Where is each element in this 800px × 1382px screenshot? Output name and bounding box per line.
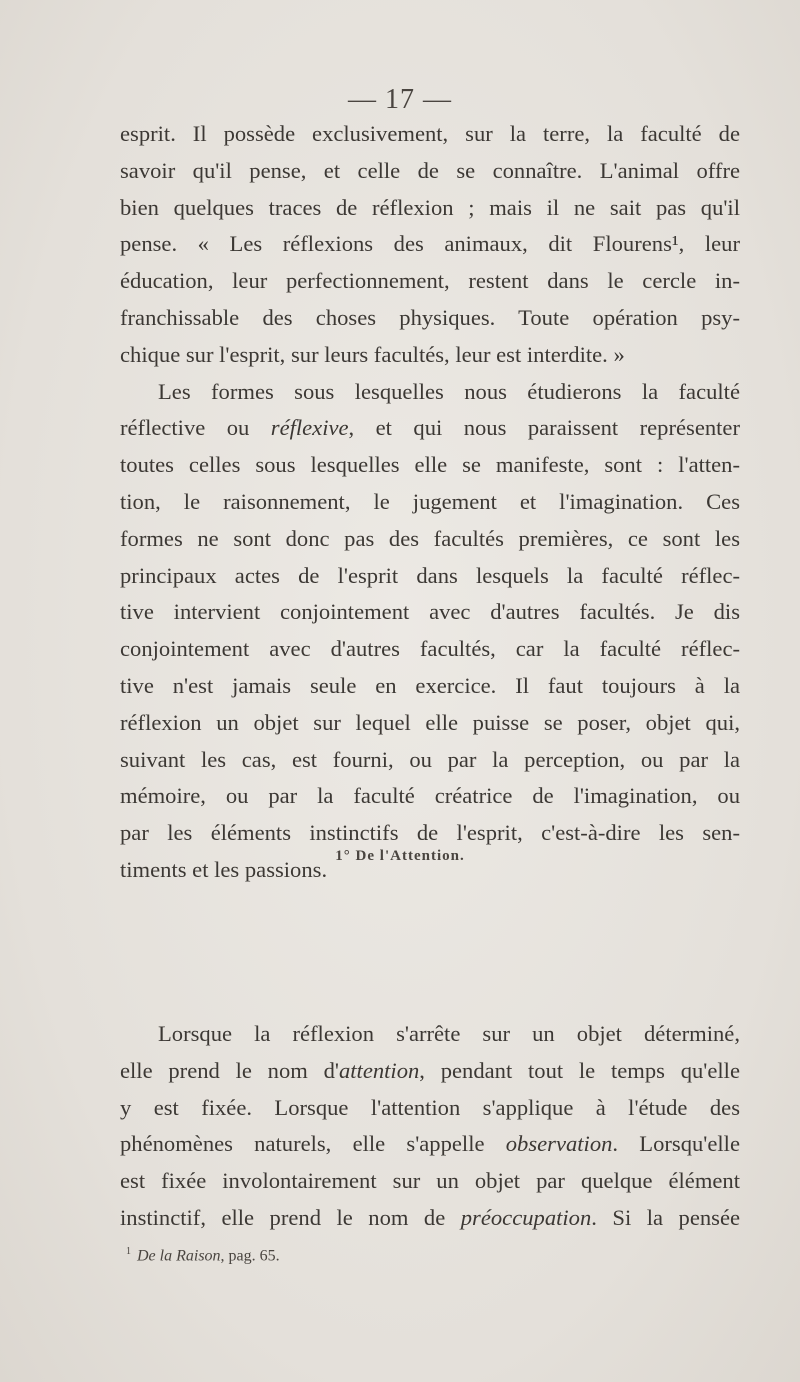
text-line: chique sur l'esprit, sur leurs facultés, leur est interdite. »	[120, 341, 625, 367]
text-line: tive n'est jamais seule en exercice. Il faut toujours à la	[120, 672, 740, 698]
text-span: . Lorsqu'elle	[612, 1131, 740, 1157]
text-line: formes ne sont donc pas des facultés premières, ce sont les	[120, 525, 740, 551]
text-line: bien quelques traces de réflexion ; mais il ne sait pas qu'il	[120, 194, 740, 220]
text-span: elle prend le nom d'	[120, 1057, 339, 1083]
text-line: principaux actes de l'esprit dans lesquels la faculté réflec-	[120, 562, 740, 588]
page-number: — 17 —	[348, 84, 452, 115]
footnote-title: De la Raison	[137, 1247, 221, 1265]
footnote-ref: , pag. 65.	[220, 1247, 280, 1265]
text-line: franchissable des choses physiques. Toute opération psy-	[120, 304, 740, 330]
text-line: suivant les cas, est fourni, ou par la perception, ou par la	[120, 746, 740, 772]
text-line	[120, 1200, 740, 1237]
text-span: instinctif, elle prend le nom de	[120, 1204, 461, 1230]
text-line: par les éléments instinctifs de l'esprit, c'est-à-dire les sen-	[120, 820, 740, 846]
text-line	[120, 1126, 740, 1163]
text-line: tion, le raisonnement, le jugement et l'imagination. Ces	[120, 488, 740, 514]
italic-term: attention	[338, 1057, 420, 1083]
text-line: mémoire, ou par la faculté créatrice de l'imagination, ou	[120, 783, 740, 809]
text-line: éducation, leur perfectionnement, restent dans le cercle in-	[120, 268, 740, 294]
footnote	[126, 1246, 280, 1265]
paragraph-3	[120, 1016, 740, 1237]
text-line: timents et les passions.	[120, 856, 328, 882]
footnote-mark: 1	[126, 1246, 131, 1257]
text-line: est fixée involontairement sur un objet par quelque élément	[120, 1168, 740, 1194]
text-span: , pendant tout le temps qu'elle	[419, 1057, 740, 1083]
section-heading: 1° De l'Attention.	[335, 848, 465, 864]
text-line	[120, 410, 740, 447]
text-line: conjointement avec d'autres facultés, car la faculté réflec-	[120, 636, 740, 662]
text-line: Lorsque la réflexion s'arrête sur un objet déterminé,	[158, 1021, 740, 1046]
paragraph-1	[120, 116, 740, 374]
text-line: pense. « Les réflexions des animaux, dit Flourens¹, leur	[120, 231, 740, 257]
italic-term: observation	[505, 1131, 613, 1157]
text-span: , et qui nous paraissent représenter	[348, 415, 740, 441]
text-line: réflexion un objet sur lequel elle puisse se poser, objet qui,	[120, 709, 740, 735]
text-span: . Si la pensée	[591, 1204, 740, 1230]
italic-term: préoccupation	[460, 1204, 592, 1230]
text-line: toutes celles sous lesquelles elle se manifeste, sont : l'atten-	[120, 452, 740, 478]
text-line	[120, 1053, 740, 1090]
text-span: réflective ou	[120, 415, 271, 441]
italic-term: réflexive	[270, 415, 349, 441]
text-line: y est fixée. Lorsque l'attention s'applique à l'étude des	[120, 1094, 740, 1120]
text-span: phénomènes naturels, elle s'appelle	[120, 1131, 506, 1157]
paragraph-2	[120, 374, 740, 889]
text-line: esprit. Il possède exclusivement, sur la terre, la faculté de	[120, 121, 740, 146]
text-line: tive intervient conjointement avec d'autres facultés. Je dis	[120, 599, 740, 625]
text-line: Les formes sous lesquelles nous étudierons la faculté	[158, 378, 740, 404]
text-line: savoir qu'il pense, et celle de se connaître. L'animal offre	[120, 157, 740, 183]
